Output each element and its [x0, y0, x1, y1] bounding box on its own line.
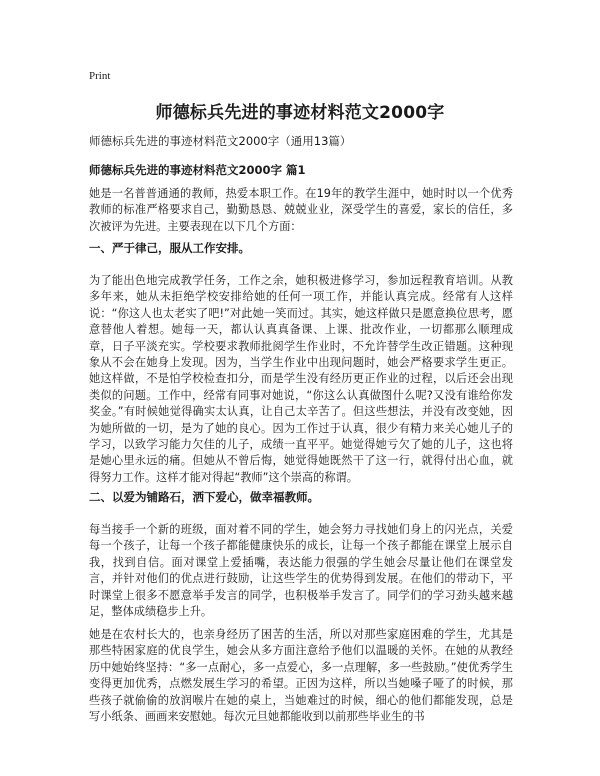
document-title: 师德标兵先进的事迹材料范文2000字	[155, 103, 445, 123]
body-paragraph-discipline: 为了能出色地完成教学任务，工作之余，她积极进修学习，参加远程教育培训。从教多年来，她从未拒绝学校安排给她的任何一项工作，并能认真完成。经常有人这样说：“你这人也太老实了吧!”对此她一笑而过。其实，她这样做只是愿意换位思考，愿意替他人着想。她每一天，都认认真真备课、上课、批改作业，一切都那么顺理成章，日子平淡充实。学校要求教师批阅学生作业时，不允许替学生改正错题。这种现象从不会在她身上发现。因为，当学生作业中出现问题时，她会严格要求学生更正。她这样做，不是怕学校检查扣分，而是学生没有经历更正作业的过程，以后还会出现类似的问题。工作中，经常有同事对她说，“你这么认真做图什么呢?又没有谁给你发奖金。”有时候她觉得确实太认真，让自己太辛苦了。但这些想法，并没有改变她，因为她所做的一切，是为了她的良心。因为工作过于认真，很少有精力来关心她儿子的学习，以致学习能力欠佳的儿子，成绩一直平平。她觉得她亏欠了她的儿子，这也将是她心里永远的痛。但她从不曾后悔，她觉得她既然干了这一行，就得付出心血，就得努力工作。这样才能对得起“教师”这个崇高的称谓。	[89, 274, 513, 484]
body-paragraph-love: 每当接手一个新的班级，面对着不同的学生，她会努力寻找她们身上的闪光点，关爱每一个孩子，让每一个孩子都能健康快乐的成长，让每一个孩子都能在课堂上展示自我，找到自信。面对课堂上爱插嘴，表达能力很强的学生她会尽量让他们在课堂发言，并针对他们的优点进行鼓励，让这些学生的优势得到发展。在他们的带动下，平时课堂上很多不愿意举手发言的同学，也积极举手发言了。同学们的学习劲头越来越足，整体成绩稳步上升。	[89, 523, 513, 619]
heading-discipline: 一、严于律己，服从工作安排。	[89, 241, 250, 255]
body-paragraph-care: 她是在农村长大的，也亲身经历了困苦的生活，所以对那些家庭困难的学生，尤其是那些特困家庭的优良学生，她会从多方面注意给予他们以温暖的关怀。在她的从教经历中她始终坚持：“多一点耐心，多一点爱心，多一点理解，多一些鼓励。”使优秀学生变得更加优秀，点燃发展生学习的希望。正因为这样，所以当她嗓子哑了的时候，那些孩子就偷偷的放润喉片在她的桌上，当她难过的时候，细心的他们都能发现，总是写小纸条、画画来安慰她。每次元旦她都能收到以前那些毕业生的书	[89, 628, 513, 724]
intro-paragraph: 她是一名普普通通的教师，热爱本职工作。在19年的教学生涯中，她时时以一个优秀教师的标准严格要求自己，勤勤恳恳、兢兢业业，深受学生的喜爱，家长的信任，多次被评为先进。主要表现在以下几个方面：	[89, 187, 513, 233]
document-subtitle: 师德标兵先进的事迹材料范文2000字（通用13篇）	[89, 134, 352, 148]
section-title: 师德标兵先进的事迹材料范文2000字 篇1	[89, 163, 306, 177]
heading-love: 二、以爱为铺路石，洒下爱心，做幸福教师。	[89, 490, 319, 504]
print-link[interactable]: Print	[89, 70, 111, 82]
